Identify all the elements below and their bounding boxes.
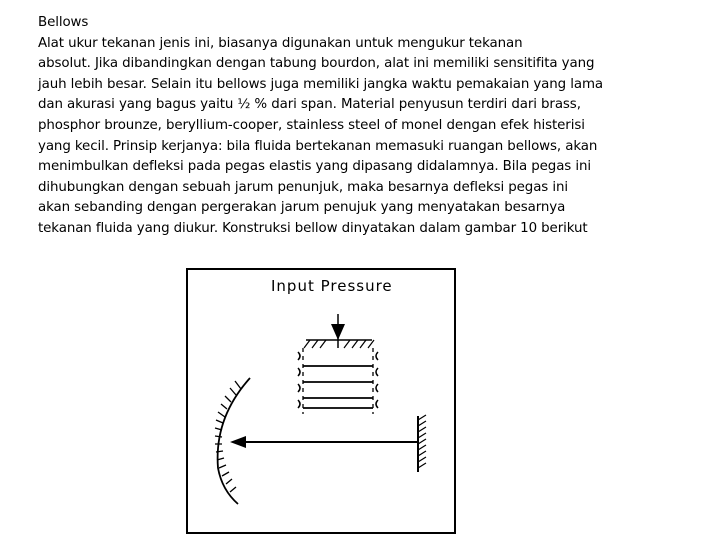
- paragraph-line: absolut. Jika dibandingkan dengan tabung bourdon, alat ini memiliki sensitifita yang: [38, 56, 595, 72]
- document-heading: Bellows: [38, 15, 89, 30]
- paragraph-line: Alat ukur tekanan jenis ini, biasanya digunakan untuk mengukur tekanan: [38, 35, 523, 51]
- paragraph-line: tekanan fluida yang diukur. Konstruksi bellow dinyatakan dalam gambar 10 berikut: [38, 220, 588, 236]
- paragraph-line: jauh lebih besar. Selain itu bellows juga memiliki jangka waktu pemakaian yang lama: [38, 76, 604, 92]
- input-pressure-label: Input Pressure: [271, 277, 393, 295]
- paragraph-line: yang kecil. Prinsip kerjanya: bila fluida bertekanan memasuki ruangan bellows, akan: [38, 138, 598, 154]
- document-text: [38, 13, 710, 240]
- paragraph-line: menimbulkan defleksi pada pegas elastis yang dipasang didalamnya. Bila pegas ini: [38, 159, 591, 175]
- paragraph-line: dihubungkan dengan sebuah jarum penunjuk, maka besarnya defleksi pegas ini: [38, 179, 568, 195]
- bellows-diagram: [186, 268, 456, 534]
- paragraph-line: phosphor brounze, beryllium-cooper, stainless steel of monel dengan efek histerisi: [38, 117, 585, 133]
- bellows-diagram-svg: [186, 268, 456, 534]
- paragraph-line: akan sebanding dengan pergerakan jarum penujuk yang menyatakan besarnya: [38, 200, 566, 216]
- diagram-frame: [187, 269, 455, 533]
- paragraph-line: dan akurasi yang bagus yaitu ½ % dari span. Material penyusun terdiri dari brass,: [38, 97, 581, 113]
